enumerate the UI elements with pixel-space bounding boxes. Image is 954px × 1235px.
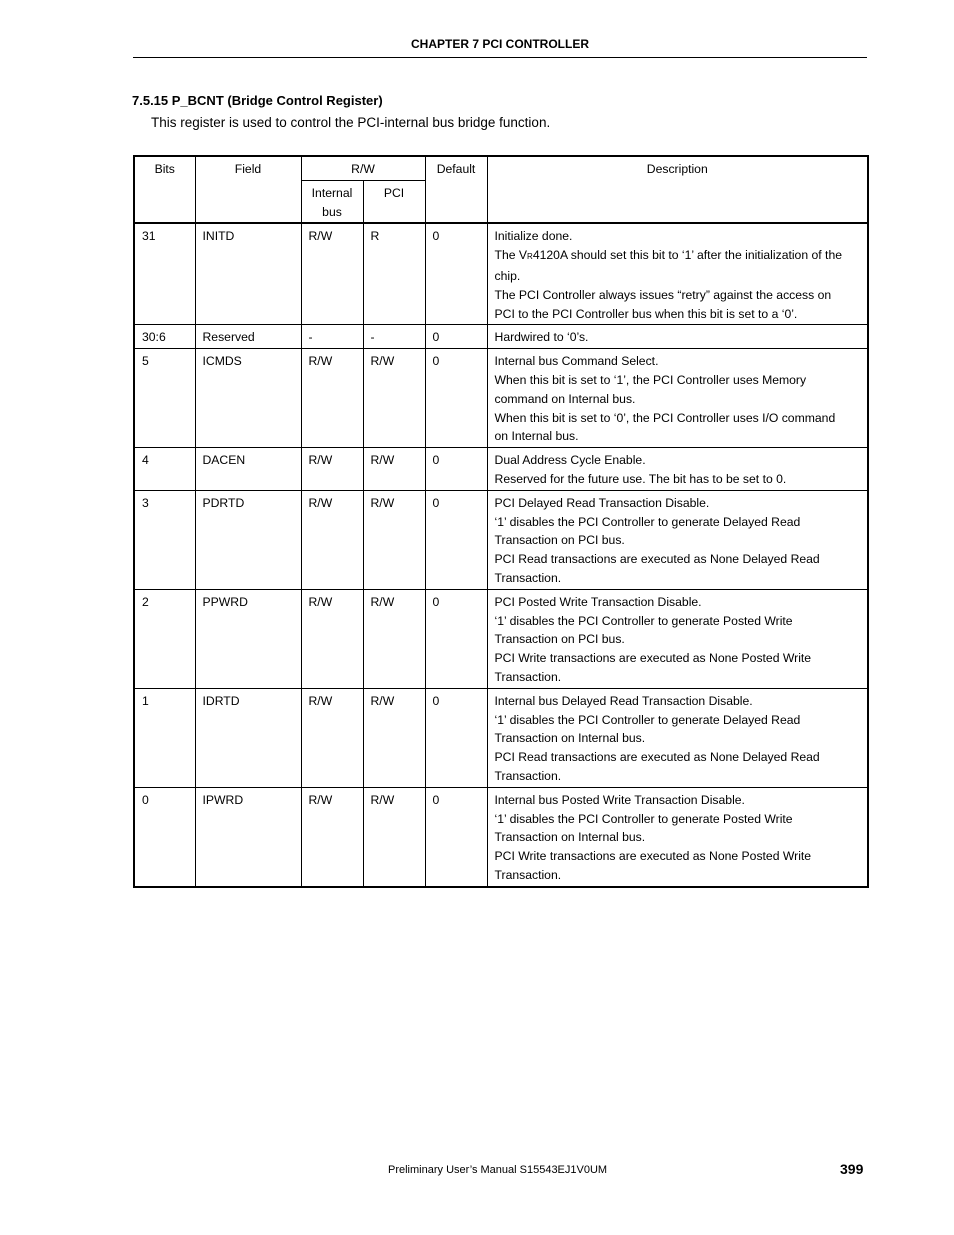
cell-pci: R/W <box>363 688 425 787</box>
section-intro: This register is used to control the PCI-internal bus bridge function. <box>151 115 551 130</box>
cell-description <box>487 325 868 349</box>
description-line: Transaction. <box>494 570 562 585</box>
description-line: Transaction on Internal bus. <box>494 731 646 746</box>
description-line: Transaction. <box>494 867 562 882</box>
cell-bits: 3 <box>134 490 195 589</box>
description-line: When this bit is set to ‘1’, the PCI Controller uses Memory <box>494 372 807 387</box>
table-row <box>134 448 868 491</box>
cell-field: PPWRD <box>195 589 301 688</box>
cell-description <box>487 223 868 324</box>
register-table <box>133 155 869 888</box>
cell-description <box>487 349 868 448</box>
cell-internal-bus: R/W <box>301 448 363 491</box>
cell-pci: R/W <box>363 490 425 589</box>
cell-pci: R/W <box>363 349 425 448</box>
description-line: PCI Posted Write Transaction Disable. <box>494 594 702 609</box>
cell-pci: R/W <box>363 448 425 491</box>
cell-internal-bus: - <box>301 325 363 349</box>
table-row <box>134 787 868 886</box>
cell-bits: 31 <box>134 223 195 324</box>
cell-bits: 30:6 <box>134 325 195 349</box>
description-line: Dual Address Cycle Enable. <box>494 453 646 468</box>
cell-description <box>487 490 868 589</box>
table-row <box>134 490 868 589</box>
description-line: Transaction on PCI bus. <box>494 533 625 548</box>
cell-internal-bus: R/W <box>301 490 363 589</box>
cell-default: 0 <box>425 589 487 688</box>
cell-internal-bus: R/W <box>301 589 363 688</box>
table-header-row <box>134 156 868 180</box>
header-internal-bus: Internal bus <box>301 180 363 223</box>
description-line: Hardwired to ‘0’s. <box>494 330 589 345</box>
section-title: 7.5.15 P_BCNT (Bridge Control Register) <box>132 93 383 108</box>
cell-pci: R/W <box>363 589 425 688</box>
cell-internal-bus: R/W <box>301 223 363 324</box>
description-line: PCI Write transactions are executed as None Posted Write <box>494 849 812 864</box>
description-line: Internal bus Delayed Read Transaction Disable. <box>494 693 753 708</box>
description-line: chip. <box>494 268 521 283</box>
description-line: PCI Write transactions are executed as None Posted Write <box>494 651 812 666</box>
header-rw: R/W <box>301 156 425 180</box>
cell-description <box>487 688 868 787</box>
description-line: The PCI Controller always issues “retry” against the access on <box>494 287 832 302</box>
cell-internal-bus: R/W <box>301 787 363 886</box>
description-line: ‘1’ disables the PCI Controller to generate Posted Write <box>494 811 793 826</box>
header-description: Description <box>487 156 868 223</box>
cell-field: IDRTD <box>195 688 301 787</box>
cell-pci: R <box>363 223 425 324</box>
cell-description <box>487 787 868 886</box>
cell-default: 0 <box>425 448 487 491</box>
cell-field: IPWRD <box>195 787 301 886</box>
cell-internal-bus: R/W <box>301 688 363 787</box>
description-line: ‘1’ disables the PCI Controller to generate Delayed Read <box>494 514 801 529</box>
description-line: The VR4120A should set this bit to ‘1’ after the initialization of the <box>494 248 842 263</box>
description-line: PCI Delayed Read Transaction Disable. <box>494 495 710 510</box>
description-line: Transaction. <box>494 768 562 783</box>
cell-default: 0 <box>425 688 487 787</box>
description-line: Transaction on PCI bus. <box>494 632 625 647</box>
cell-pci: - <box>363 325 425 349</box>
header-bits: Bits <box>134 156 195 223</box>
cell-default: 0 <box>425 490 487 589</box>
page-number: 399 <box>840 1161 864 1177</box>
table-row <box>134 223 868 324</box>
header-default: Default <box>425 156 487 223</box>
chapter-header: CHAPTER 7 PCI CONTROLLER <box>410 37 589 51</box>
table-row <box>134 688 868 787</box>
cell-field: DACEN <box>195 448 301 491</box>
description-line: PCI to the PCI Controller bus when this bit is set to a ‘0’. <box>494 306 798 321</box>
description-line: Transaction on Internal bus. <box>494 830 646 845</box>
cell-default: 0 <box>425 223 487 324</box>
description-line: When this bit is set to ‘0’, the PCI Controller uses I/O command <box>494 410 836 425</box>
table-row <box>134 325 868 349</box>
description-line: PCI Read transactions are executed as None Delayed Read <box>494 750 820 765</box>
description-line: ‘1’ disables the PCI Controller to generate Posted Write <box>494 613 793 628</box>
cell-bits: 2 <box>134 589 195 688</box>
cell-field: Reserved <box>195 325 301 349</box>
header-field: Field <box>195 156 301 223</box>
cell-description <box>487 448 868 491</box>
cell-pci: R/W <box>363 787 425 886</box>
description-line: Initialize done. <box>494 229 573 244</box>
description-line: Transaction. <box>494 669 562 684</box>
description-line: Internal bus Posted Write Transaction Disable. <box>494 792 745 807</box>
description-line: command on Internal bus. <box>494 391 636 406</box>
cell-default: 0 <box>425 325 487 349</box>
table-body <box>134 223 868 886</box>
cell-bits: 1 <box>134 688 195 787</box>
cell-bits: 0 <box>134 787 195 886</box>
description-line: Internal bus Command Select. <box>494 354 659 369</box>
description-line: on Internal bus. <box>494 429 579 444</box>
cell-bits: 4 <box>134 448 195 491</box>
cell-bits: 5 <box>134 349 195 448</box>
cell-default: 0 <box>425 787 487 886</box>
cell-description <box>487 589 868 688</box>
header-divider <box>133 57 867 58</box>
description-line: Reserved for the future use. The bit has to be set to 0. <box>494 471 787 486</box>
table-row <box>134 349 868 448</box>
header-pci: PCI <box>363 180 425 223</box>
cell-default: 0 <box>425 349 487 448</box>
cell-field: INITD <box>195 223 301 324</box>
description-line: PCI Read transactions are executed as None Delayed Read <box>494 552 820 567</box>
description-line: ‘1’ disables the PCI Controller to generate Delayed Read <box>494 712 801 727</box>
cell-internal-bus: R/W <box>301 349 363 448</box>
cell-field: ICMDS <box>195 349 301 448</box>
table-row <box>134 589 868 688</box>
cell-field: PDRTD <box>195 490 301 589</box>
footer-manual: Preliminary User’s Manual S15543EJ1V0UM <box>388 1164 608 1176</box>
